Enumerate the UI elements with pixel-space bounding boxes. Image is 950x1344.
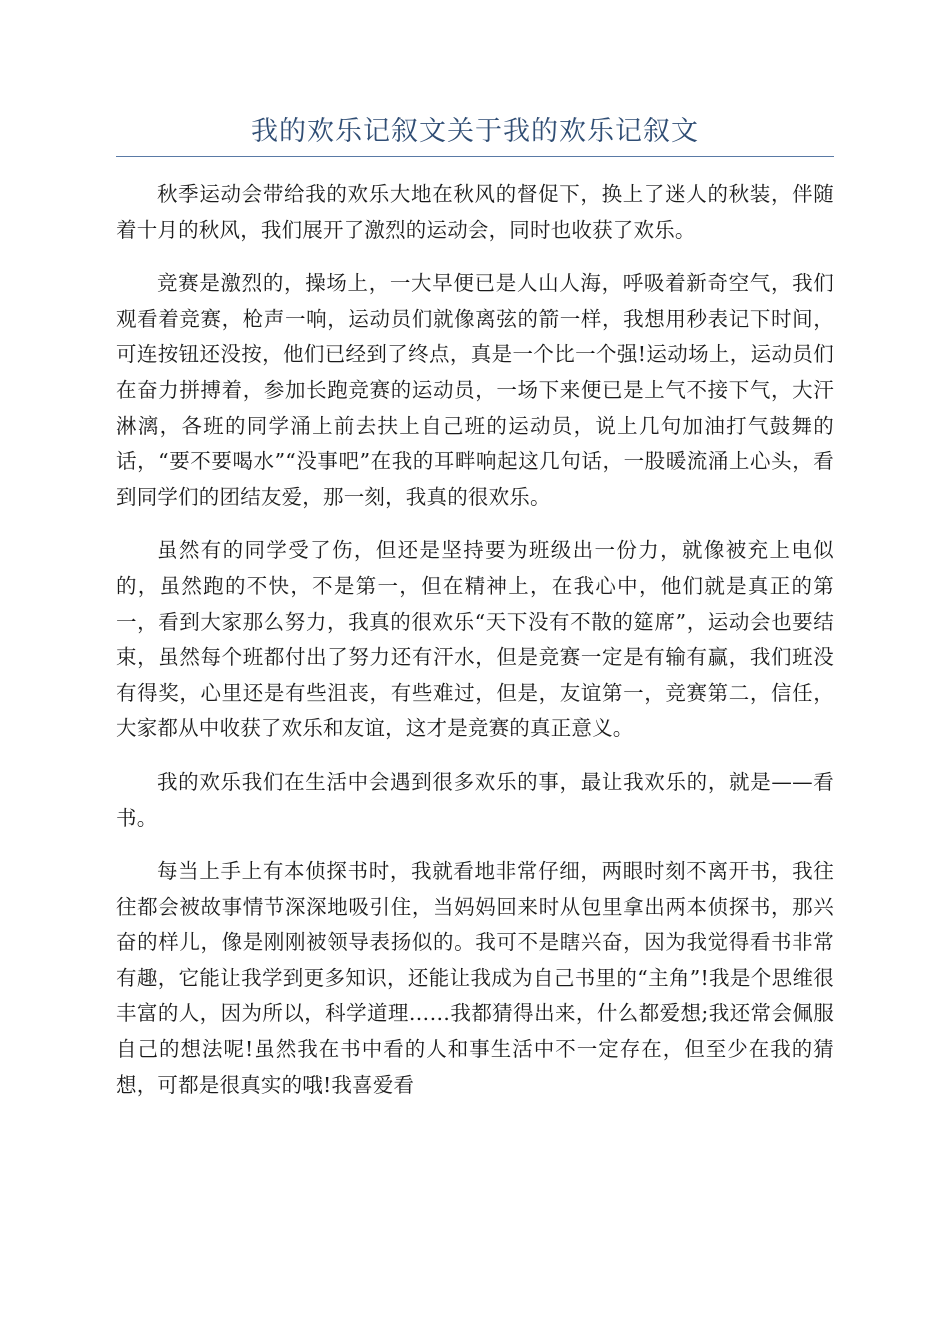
paragraph-4: 我的欢乐我们在生活中会遇到很多欢乐的事，最让我欢乐的，就是——看书。 (116, 769, 834, 830)
document-page (116, 112, 834, 1121)
document-body (116, 177, 834, 1103)
title-underline (116, 156, 834, 157)
paragraph-2: 竞赛是激烈的，操场上，一大早便已是人山人海，呼吸着新奇空气，我们观看着竞赛，枪声一响，运动员们就像离弦的箭一样，我想用秒表记下时间，可连按钮还没按，他们已经到了终点，真是一个比一个强!运动场上，运动员们在奋力拼搏着，参加长跑竞赛的运动员，一场下来便已是上气不接下气，大汗淋漓，各班的同学涌上前去扶上自己班的运动员，说上几句加油打气鼓舞的话，“要不要喝水”“没事吧”在我的耳畔响起这几句话，一股暖流涌上心头，看到同学们的团结友爱，那一刻，我真的很欢乐。 (116, 271, 834, 509)
paragraph-3: 虽然有的同学受了伤，但还是坚持要为班级出一份力，就像被充上电似的，虽然跑的不快，不是第一，但在精神上，在我心中，他们就是真正的第一，看到大家那么努力，我真的很欢乐“天下没有不散的筵席”，运动会也要结束，虽然每个班都付出了努力还有汗水，但是竞赛一定是有输有赢，我们班没有得奖，心里还是有些沮丧，有些难过，但是，友谊第一，竞赛第二，信任，大家都从中收获了欢乐和友谊，这才是竞赛的真正意义。 (116, 538, 834, 741)
document-title: 我的欢乐记叙文关于我的欢乐记叙文 (251, 116, 699, 147)
paragraph-1: 秋季运动会带给我的欢乐大地在秋风的督促下，换上了迷人的秋装，伴随着十月的秋风，我们展开了激烈的运动会，同时也收获了欢乐。 (116, 182, 834, 242)
paragraph-5: 每当上手上有本侦探书时，我就看地非常仔细，两眼时刻不离开书，我往往都会被故事情节深深地吸引住，当妈妈回来时从包里拿出两本侦探书，那兴奋的样儿，像是刚刚被领导表扬似的。我可不是瞎兴奋，因为我觉得看书非常有趣，它能让我学到更多知识，还能让我成为自己书里的“主角”!我是个思维很丰富的人，因为所以，科学道理……我都猜得出来，什么都爱想;我还常会佩服自己的想法呢!虽然我在书中看的人和事生活中不一定存在，但至少在我的猜想，可都是很真实的哦!我喜爱看 (116, 859, 834, 1097)
